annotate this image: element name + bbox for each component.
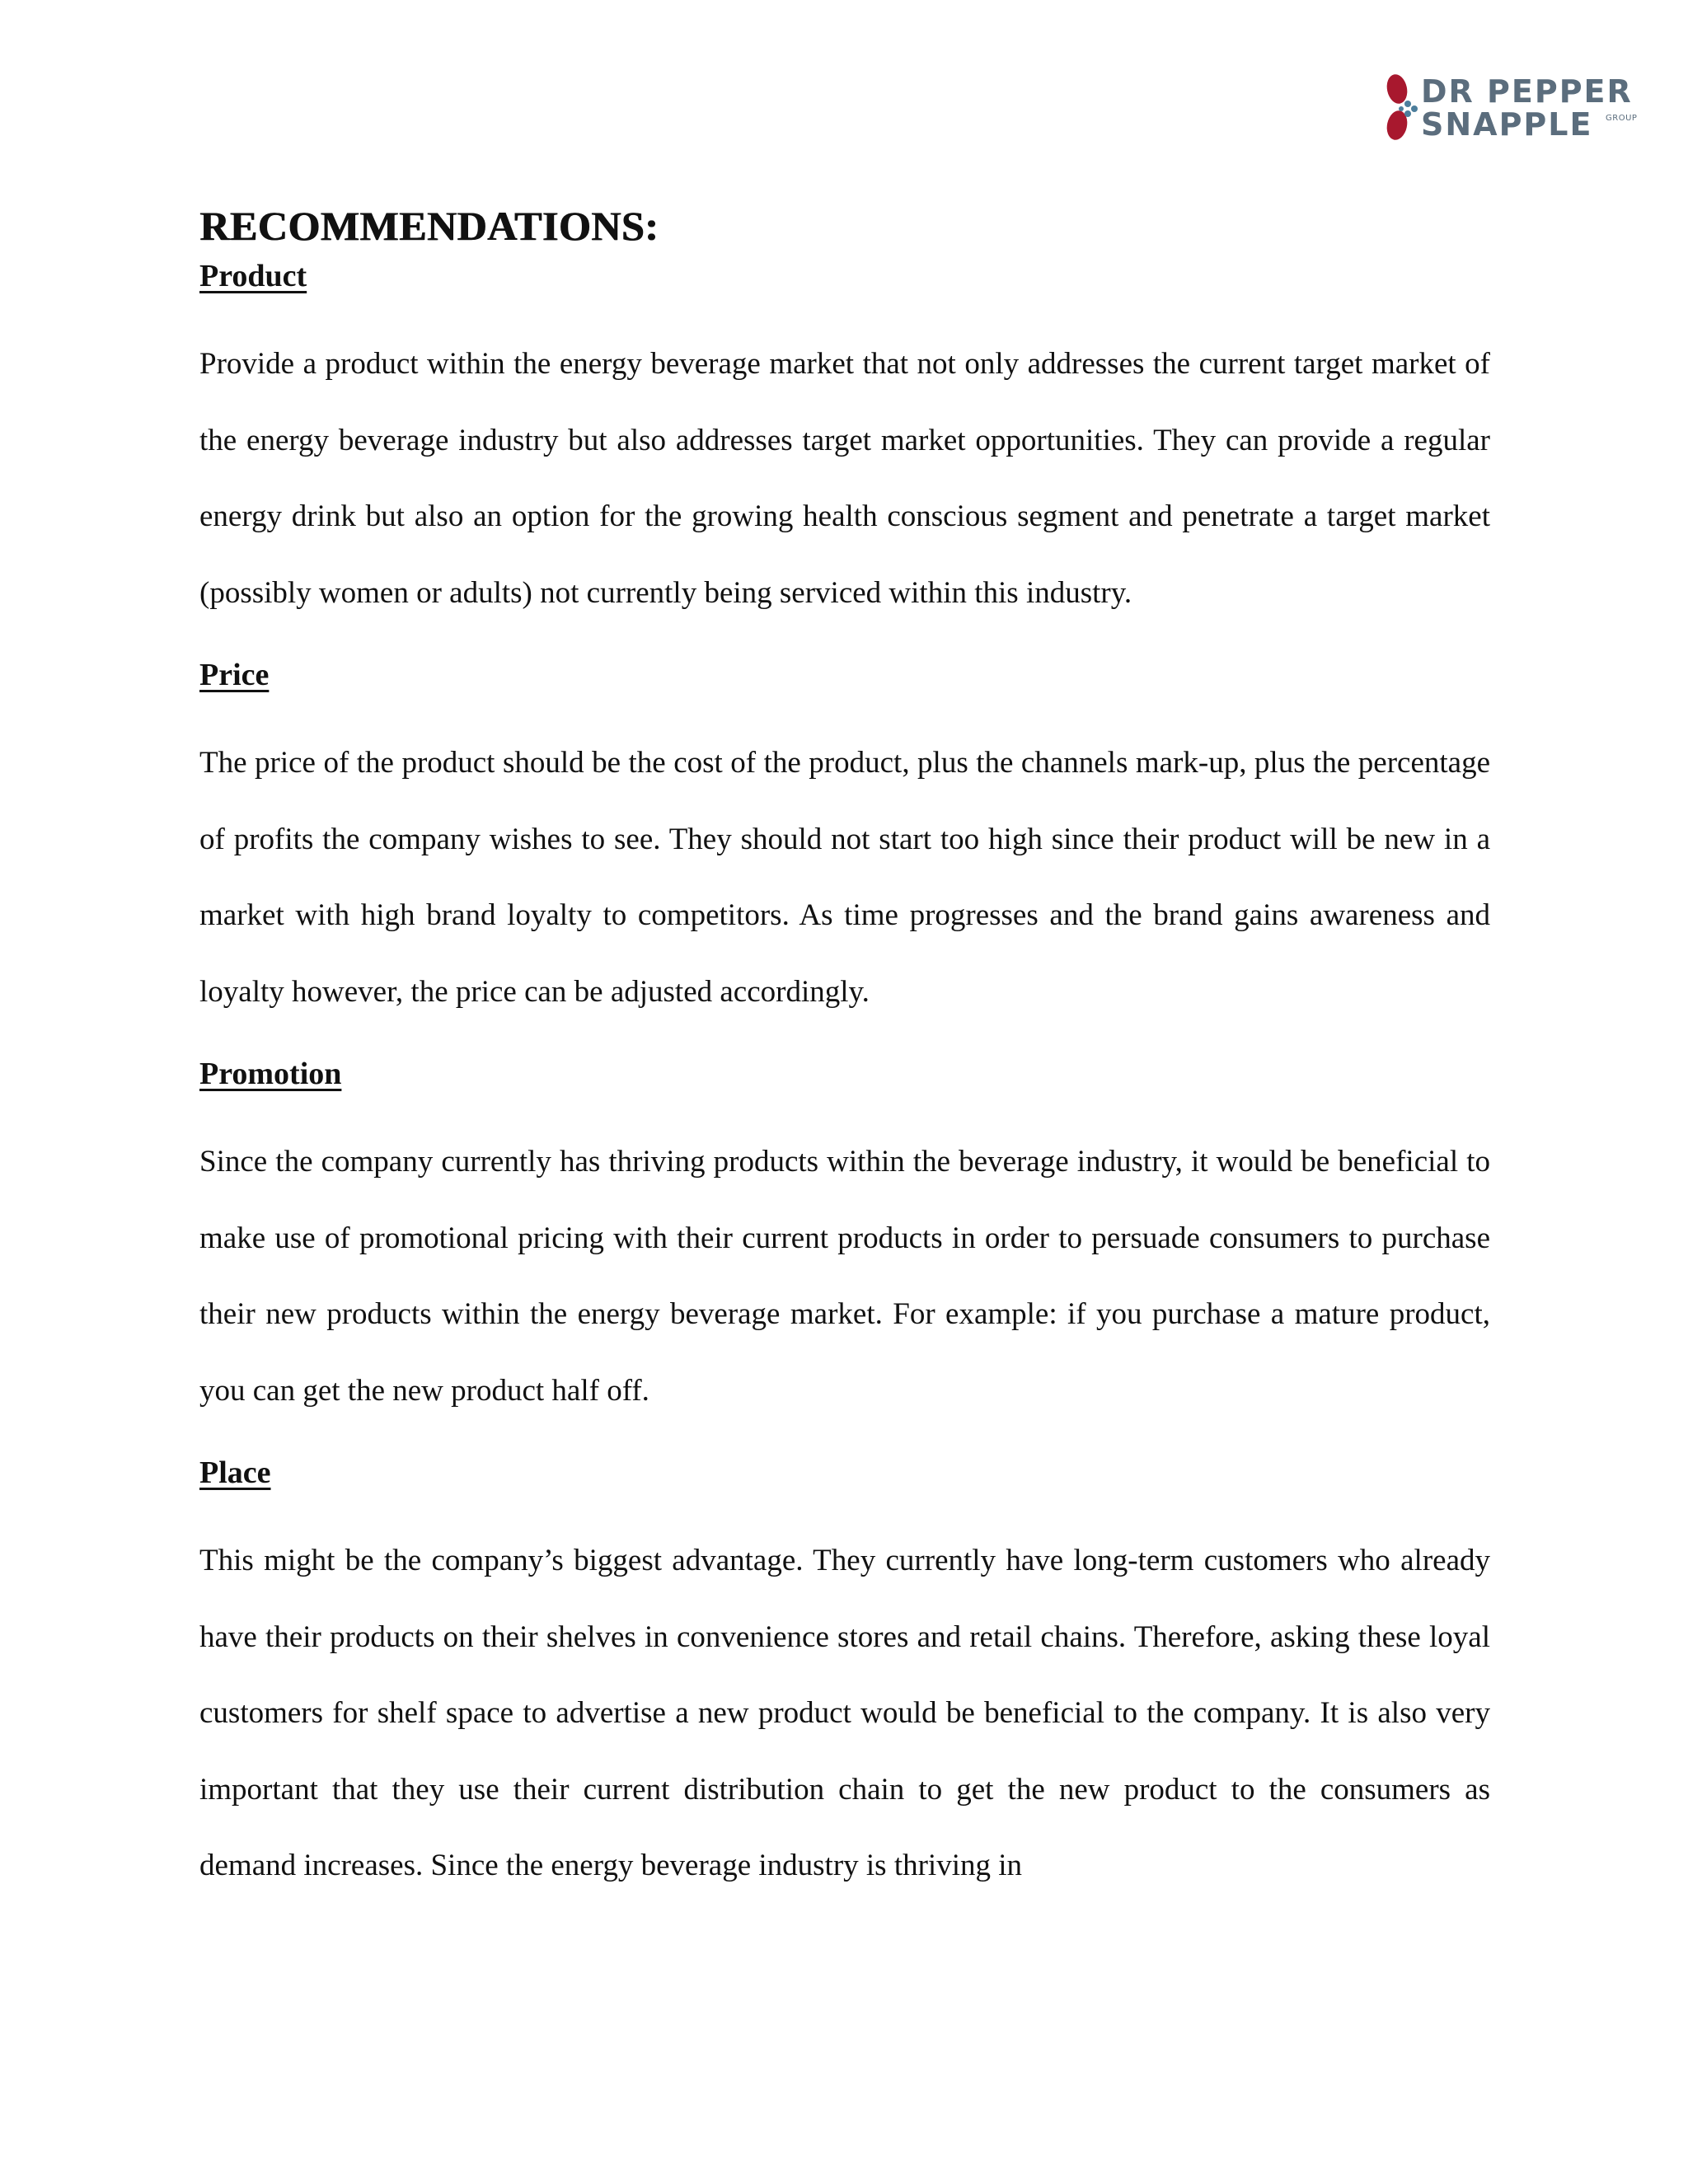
dr-pepper-snapple-logo [1385, 71, 1657, 145]
section-body-place: This might be the company’s biggest advantage. They currently have long-term customers who already have their products on their shelves in convenience stores and retail chains. Therefore, asking these loyal customers for shelf space to advertise a new product would be beneficial to the company. It is also very important that they use their current distribution chain to get the new product to the consumers as demand increases. Since the energy beverage industry is thriving in [199, 1544, 1490, 1882]
section-body-product: Provide a product within the energy beverage market that not only addresses the current target market of the energy beverage industry but also addresses target market opportunities. They can provide a regular energy drink but also an option for the growing health conscious segment and penetrate a target market (possibly women or adults) not currently being serviced within this industry. [199, 347, 1490, 610]
section-body-promotion: Since the company currently has thriving products within the beverage industry, it would be beneficial to make use of promotional pricing with their current products in order to persuade consumers to purchase their new products within the energy beverage market. For example: if you purchase a mature product, you can get the new product half off. [199, 1145, 1490, 1408]
logo-group-label: GROUP [1606, 114, 1638, 123]
section-product [199, 251, 1490, 631]
logo-text-line1: DR PEPPER [1421, 73, 1633, 110]
section-heading-product: Product [199, 259, 307, 293]
document-title: RECOMMENDATIONS: [199, 203, 659, 249]
section-price [199, 649, 1490, 1030]
logo-mark-icon [1385, 71, 1421, 145]
document-body [199, 201, 1490, 1905]
section-heading-place: Place [199, 1455, 271, 1490]
logo-text-line2: SNAPPLE [1421, 106, 1593, 143]
section-promotion [199, 1048, 1490, 1429]
section-body-price: The price of the product should be the cost of the product, plus the channels mark-up, plus the percentage of profits the company wishes to see. They should not start too high since their product will be new in a market with high brand loyalty to competitors. As time progresses and the brand gains awareness and loyalty however, the price can be adjusted accordingly. [199, 746, 1490, 1009]
section-place [199, 1447, 1490, 1905]
section-heading-price: Price [199, 658, 270, 692]
section-heading-promotion: Promotion [199, 1057, 342, 1091]
